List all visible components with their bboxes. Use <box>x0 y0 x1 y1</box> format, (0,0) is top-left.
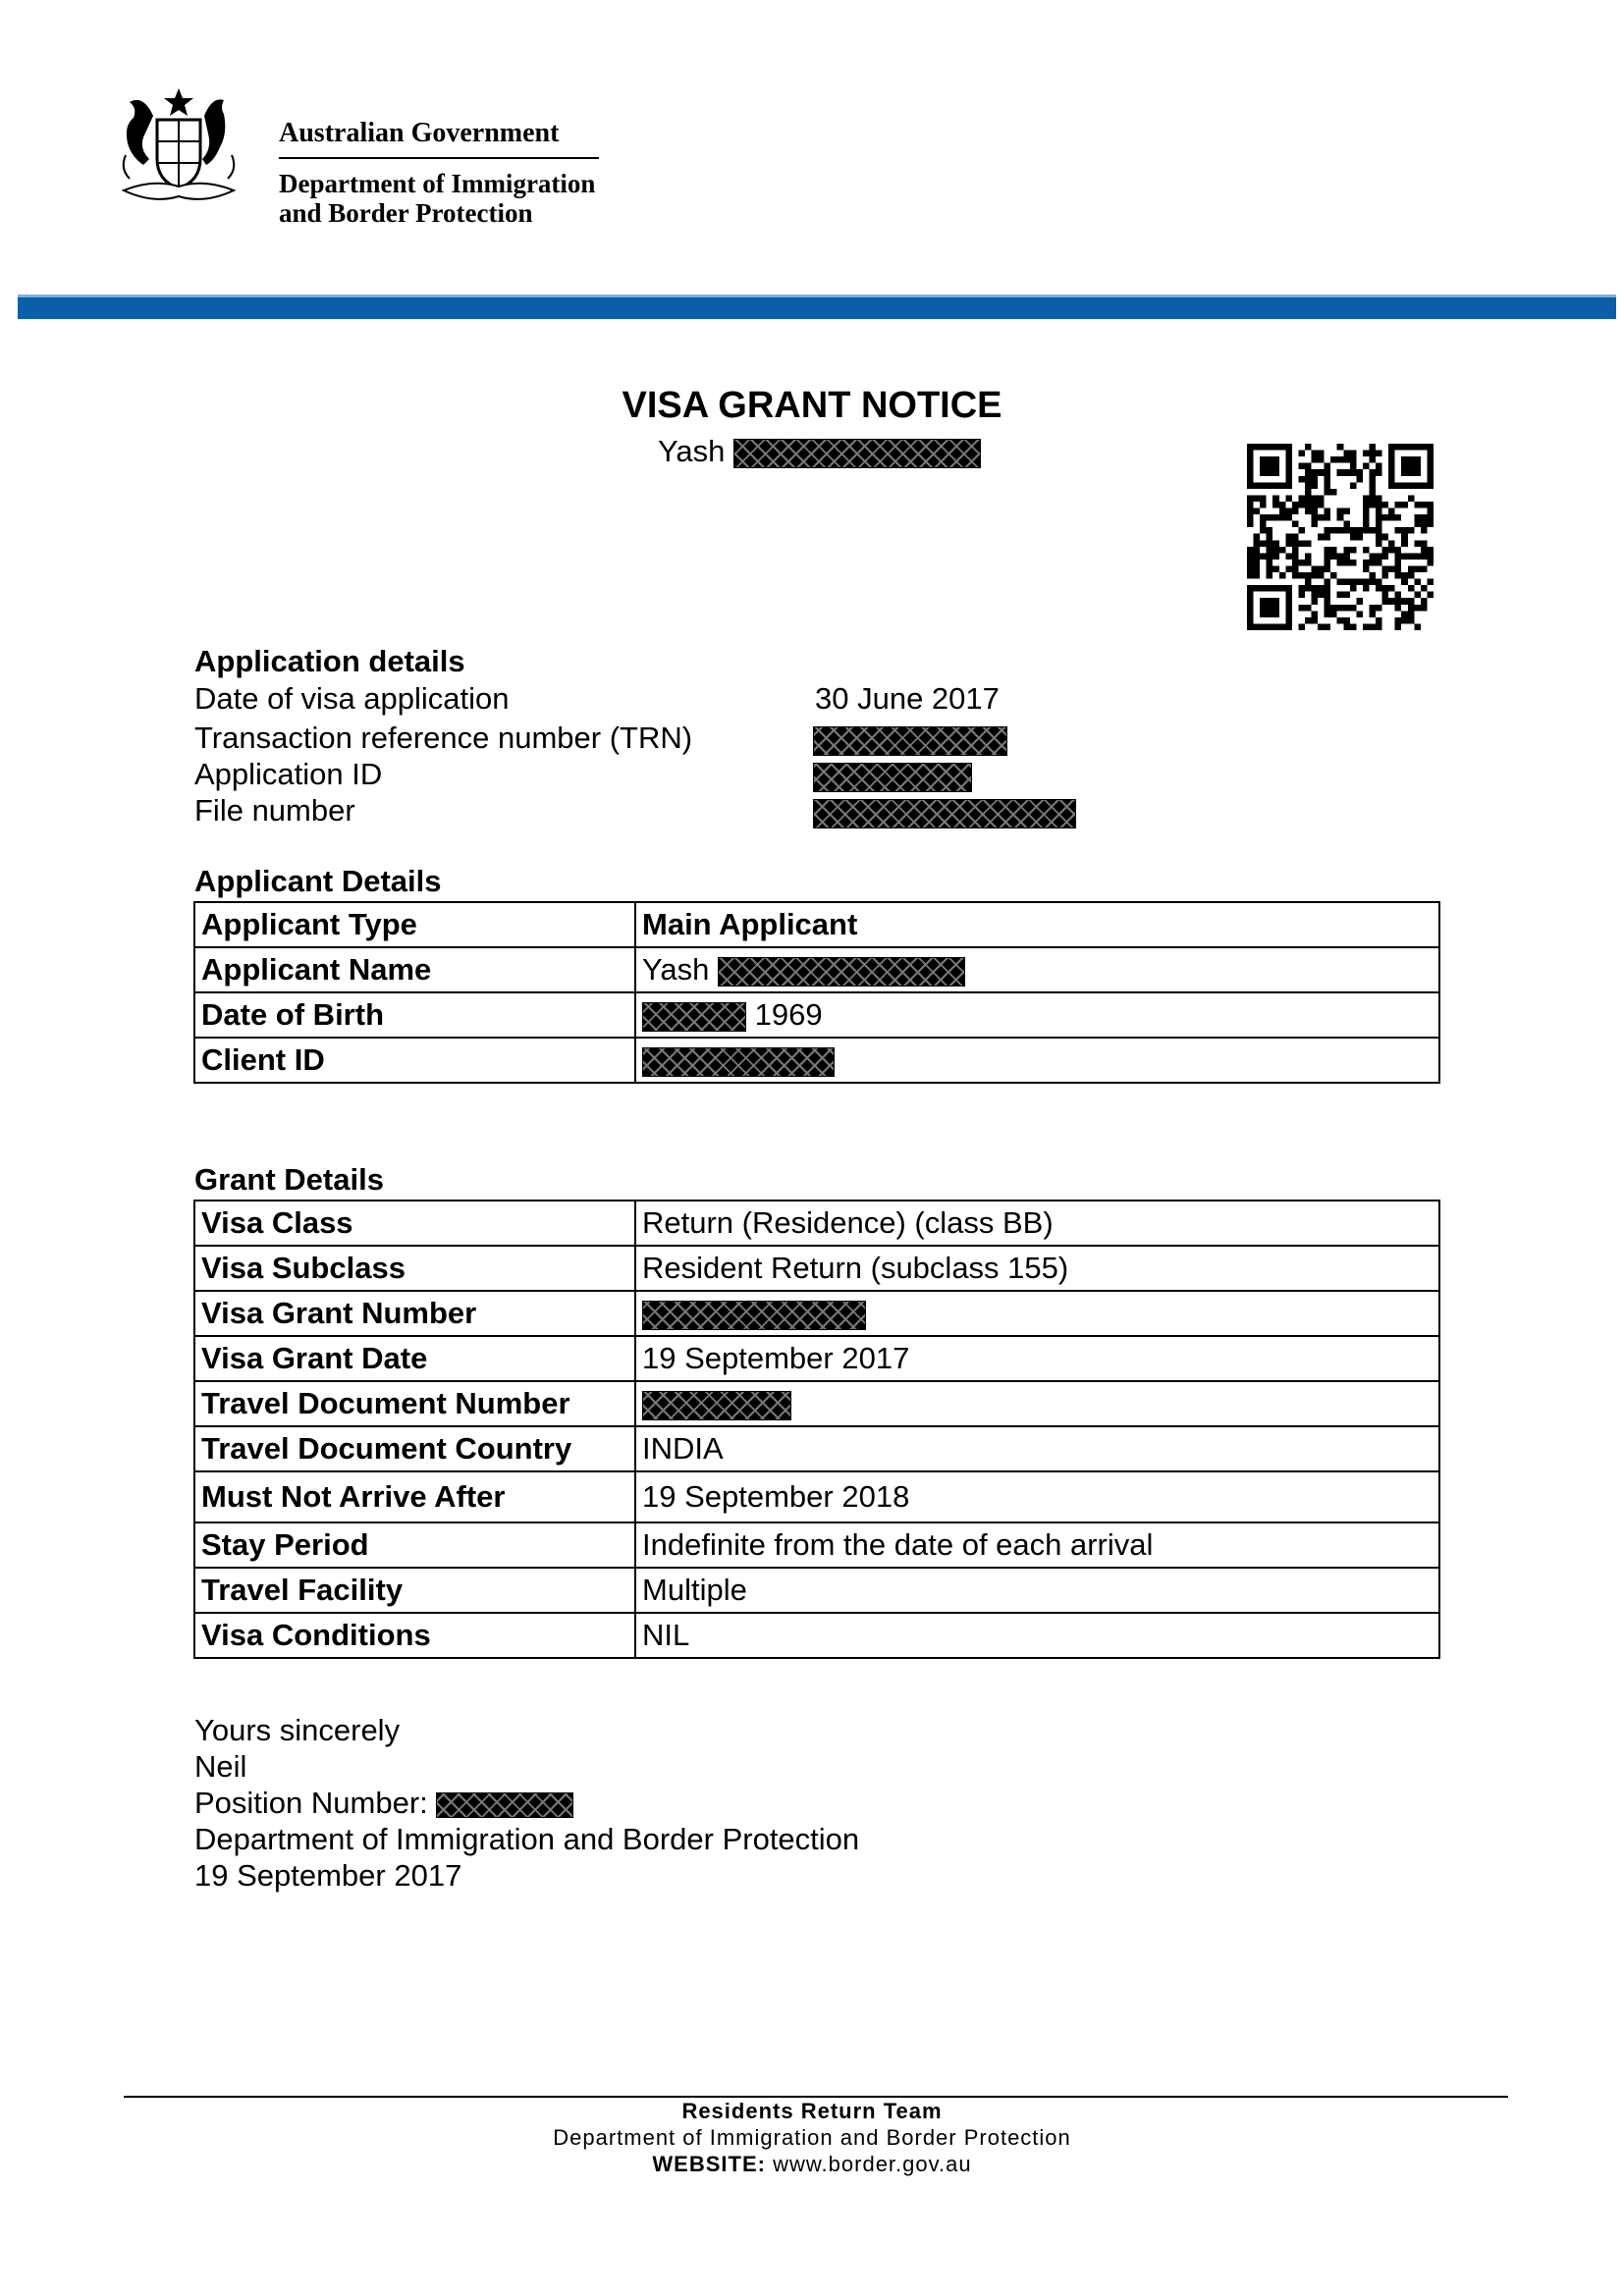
position-number <box>194 1785 859 1821</box>
client-id-label: Client ID <box>194 1038 635 1083</box>
redaction-block <box>642 1047 835 1077</box>
visa-class-value: Return (Residence) (class BB) <box>635 1201 1439 1246</box>
application-id-label: Application ID <box>194 757 383 791</box>
application-id-value <box>813 763 972 792</box>
file-number-value <box>813 799 1076 828</box>
redaction-block <box>813 726 1007 756</box>
redaction-block <box>436 1792 573 1818</box>
page-title: VISA GRANT NOTICE <box>622 385 1002 426</box>
grant-details-heading: Grant Details <box>194 1162 384 1197</box>
table-row <box>194 1381 1439 1426</box>
salutation: Yours sincerely <box>194 1713 401 1747</box>
footer-department: Department of Immigration and Border Protection <box>553 2125 1071 2150</box>
table-row <box>194 902 1439 947</box>
travel-facility-value: Multiple <box>635 1568 1439 1613</box>
application-details-heading: Application details <box>194 644 465 678</box>
table-row <box>194 1426 1439 1471</box>
table-row <box>194 1246 1439 1291</box>
table-row <box>194 1613 1439 1658</box>
applicant-name-value <box>635 947 1439 992</box>
must-not-arrive-after-label: Must Not Arrive After <box>194 1471 635 1522</box>
redaction-block <box>718 957 965 987</box>
file-number-label: File number <box>194 793 355 828</box>
grant-details-table <box>193 1200 1440 1659</box>
travel-facility-label: Travel Facility <box>194 1568 635 1613</box>
applicant-first-name: Yash <box>658 434 726 468</box>
visa-grant-number-label: Visa Grant Number <box>194 1291 635 1336</box>
table-row <box>194 1471 1439 1522</box>
footer-divider <box>124 2096 1508 2098</box>
visa-grant-date-label: Visa Grant Date <box>194 1336 635 1381</box>
application-date-label: Date of visa application <box>194 681 510 716</box>
table-row <box>194 947 1439 992</box>
dept-name-line2: and Border Protection <box>279 198 533 228</box>
date-of-birth-value <box>635 992 1439 1038</box>
trn-label: Transaction reference number (TRN) <box>194 721 693 755</box>
table-row <box>194 1336 1439 1381</box>
table-row <box>194 1522 1439 1568</box>
closing-department: Department of Immigration and Border Protection <box>194 1822 860 1856</box>
trn-value <box>813 726 1007 756</box>
applicant-type-value: Main Applicant <box>635 902 1439 947</box>
applicant-details-table <box>193 901 1440 1084</box>
applicant-name-label: Applicant Name <box>194 947 635 992</box>
redaction-block <box>642 1301 866 1330</box>
qr-code-icon <box>1247 444 1434 630</box>
redaction-block <box>813 799 1076 828</box>
travel-document-number-label: Travel Document Number <box>194 1381 635 1426</box>
application-date-value: 30 June 2017 <box>815 681 1000 716</box>
table-row <box>194 1201 1439 1246</box>
closing-block <box>194 1712 859 1894</box>
visa-class-label: Visa Class <box>194 1201 635 1246</box>
footer-website-link[interactable]: www.border.gov.au <box>773 2152 972 2176</box>
redaction-block <box>813 763 972 792</box>
applicant-heading <box>658 434 981 469</box>
visa-subclass-label: Visa Subclass <box>194 1246 635 1291</box>
visa-grant-date-value: 19 September 2017 <box>635 1336 1439 1381</box>
travel-document-country-label: Travel Document Country <box>194 1426 635 1471</box>
applicant-details-heading: Applicant Details <box>194 864 442 898</box>
table-row <box>194 1568 1439 1613</box>
redaction-block <box>642 1391 791 1420</box>
position-number-label: Position Number: <box>194 1786 428 1820</box>
redaction-block <box>642 1002 746 1032</box>
stay-period-label: Stay Period <box>194 1522 635 1568</box>
date-of-birth-label: Date of Birth <box>194 992 635 1038</box>
closing-date: 19 September 2017 <box>194 1858 462 1893</box>
table-row <box>194 1291 1439 1336</box>
travel-document-number-value <box>635 1381 1439 1426</box>
travel-document-country-value: INDIA <box>635 1426 1439 1471</box>
footer-website-label: WEBSITE: <box>652 2152 766 2176</box>
footer-website <box>0 2152 1624 2177</box>
visa-conditions-label: Visa Conditions <box>194 1613 635 1658</box>
client-id-value <box>635 1038 1439 1083</box>
applicant-name-text: Yash <box>642 952 710 987</box>
table-row <box>194 1038 1439 1083</box>
org-title: Australian Government <box>279 118 560 148</box>
footer-team: Residents Return Team <box>681 2099 943 2123</box>
birth-year-text: 1969 <box>754 997 823 1032</box>
header-divider <box>279 157 599 159</box>
table-row <box>194 992 1439 1038</box>
redaction-block <box>733 439 981 468</box>
visa-grant-number-value <box>635 1291 1439 1336</box>
header-accent-bar <box>18 294 1616 319</box>
coat-of-arms-icon <box>110 80 247 208</box>
dept-name-line1: Department of Immigration <box>279 169 596 198</box>
signatory-name: Neil <box>194 1749 247 1784</box>
applicant-type-label: Applicant Type <box>194 902 635 947</box>
must-not-arrive-after-value: 19 September 2018 <box>635 1471 1439 1522</box>
stay-period-value: Indefinite from the date of each arrival <box>635 1522 1439 1568</box>
visa-subclass-value: Resident Return (subclass 155) <box>635 1246 1439 1291</box>
visa-conditions-value: NIL <box>635 1613 1439 1658</box>
